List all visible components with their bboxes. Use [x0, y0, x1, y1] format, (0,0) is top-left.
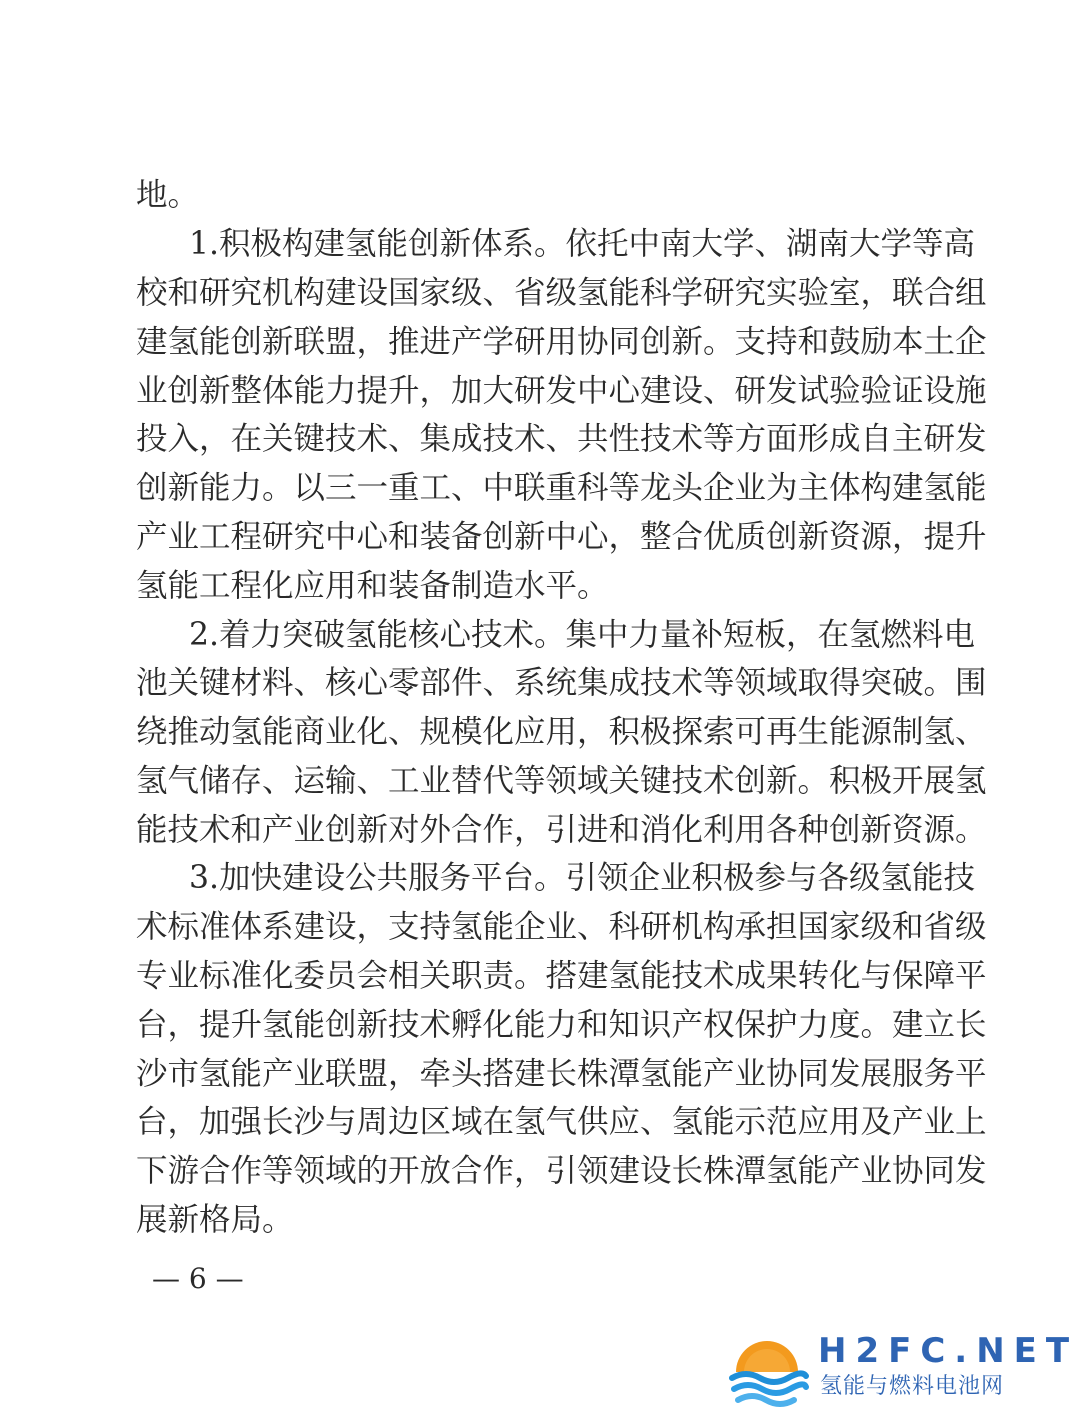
paragraph-line: 专业标准化委员会相关职责。搭建氢能技术成果转化与保障平	[136, 958, 987, 994]
paragraph-line: 下游合作等领域的开放合作，引领建设长株潭氢能产业协同发	[136, 1153, 987, 1189]
logo-title: H2FC.NET	[818, 1331, 1078, 1371]
sun-over-waves-icon	[726, 1330, 808, 1410]
paragraph-line: 能技术和产业创新对外合作，引进和消化利用各种创新资源。	[136, 812, 987, 848]
paragraph-line: 沙市氢能产业联盟，牵头搭建长株潭氢能产业协同发展服务平	[136, 1056, 987, 1092]
paragraph-line: 业创新整体能力提升，加大研发中心建设、研发试验验证设施	[136, 373, 987, 409]
paragraph-line: 氢气储存、运输、工业替代等领域关键技术创新。积极开展氢	[136, 763, 987, 799]
paragraph-line: 投入，在关键技术、集成技术、共性技术等方面形成自主研发	[136, 421, 987, 457]
paragraph-line: 校和研究机构建设国家级、省级氢能科学研究实验室，联合组	[136, 275, 987, 311]
site-watermark-logo	[726, 1330, 1078, 1410]
paragraph-line: 台，提升氢能创新技术孵化能力和知识产权保护力度。建立长	[136, 1007, 987, 1043]
paragraph-line: 地。	[136, 177, 200, 213]
wave-3	[738, 1396, 794, 1404]
paragraph-line: 池关键材料、核心零部件、系统集成技术等领域取得突破。围	[136, 665, 987, 701]
page-number: — 6 —	[152, 1262, 244, 1295]
paragraph-line: 建氢能创新联盟，推进产学研用协同创新。支持和鼓励本土企	[136, 324, 987, 360]
paragraph-line: 1.积极构建氢能创新体系。依托中南大学、湖南大学等高	[189, 226, 976, 262]
wave-1	[732, 1373, 806, 1382]
paragraph-line: 术标准体系建设，支持氢能企业、科研机构承担国家级和省级	[136, 909, 987, 945]
paragraph-line: 氢能工程化应用和装备制造水平。	[136, 568, 609, 604]
paragraph-line: 3.加快建设公共服务平台。引领企业积极参与各级氢能技	[189, 860, 976, 896]
paragraph-line: 展新格局。	[136, 1202, 294, 1238]
paragraph-line: 创新能力。以三一重工、中联重科等龙头企业为主体构建氢能	[136, 470, 987, 506]
paragraph-line: 绕推动氢能商业化、规模化应用，积极探索可再生能源制氢、	[136, 714, 987, 750]
paragraph-line: 产业工程研究中心和装备创新中心，整合优质创新资源，提升	[136, 519, 987, 555]
paragraph-line: 台，加强长沙与周边区域在氢气供应、氢能示范应用及产业上	[136, 1104, 987, 1140]
logo-subtitle: 氢能与燃料电池网	[820, 1374, 1005, 1399]
paragraph-line: 2.着力突破氢能核心技术。集中力量补短板，在氢燃料电	[189, 617, 976, 653]
wave-2	[734, 1384, 806, 1393]
